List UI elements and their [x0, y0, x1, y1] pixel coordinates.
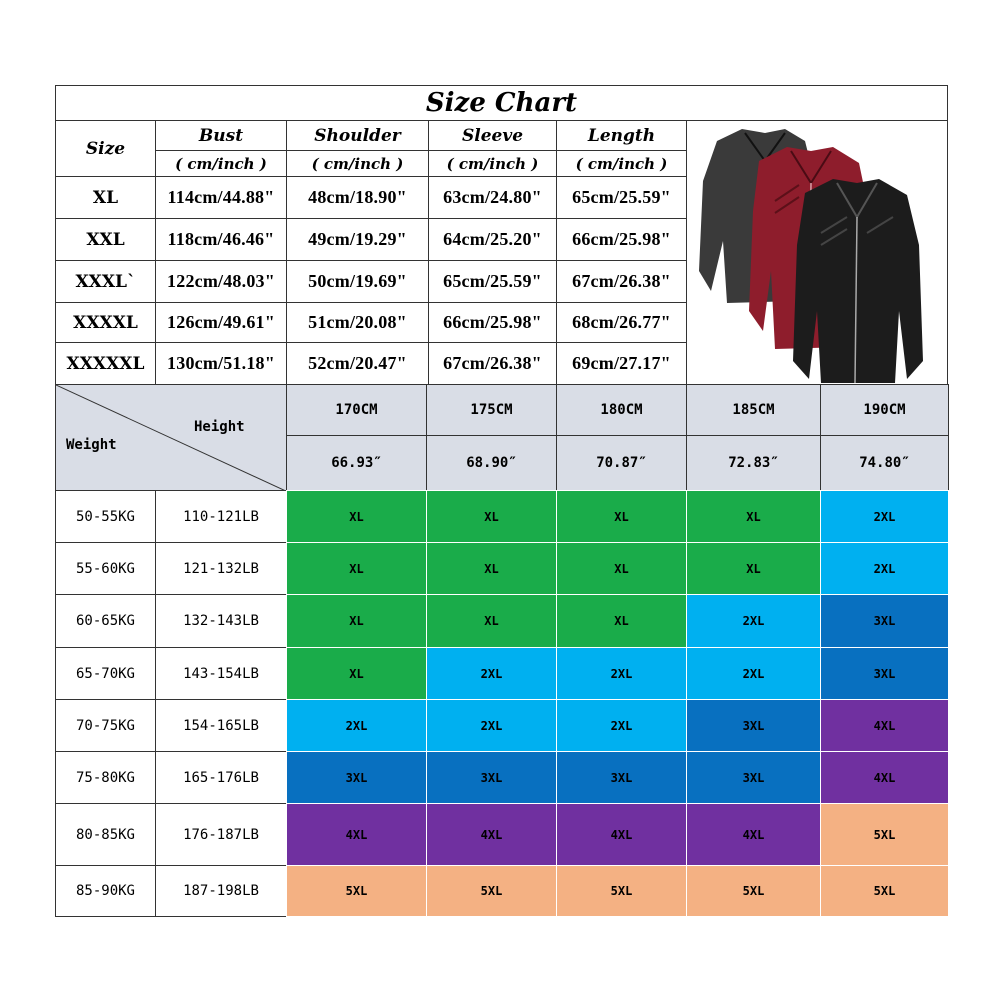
measure-value: 126cm/49.61"	[155, 302, 287, 343]
recommended-size: 3XL	[286, 751, 427, 804]
recommended-size: 4XL	[426, 803, 557, 866]
measure-col-header: Length	[556, 120, 687, 151]
weight-kg: 85-90KG	[55, 865, 156, 917]
recommended-size: XL	[426, 594, 557, 648]
weight-lb: 187-198LB	[155, 865, 287, 917]
recommended-size: XL	[426, 490, 557, 543]
recommended-size: 2XL	[820, 542, 949, 595]
recommended-size: 2XL	[426, 647, 557, 700]
measure-value: 48cm/18.90"	[286, 176, 429, 219]
weight-height-header	[55, 384, 287, 491]
weight-label: Weight	[66, 437, 117, 453]
height-in: 72.83″	[686, 435, 821, 491]
height-cm: 175CM	[426, 384, 557, 436]
measure-value: 65cm/25.59"	[556, 176, 687, 219]
recommended-size: 2XL	[426, 699, 557, 752]
height-cm: 170CM	[286, 384, 427, 436]
weight-kg: 80-85KG	[55, 803, 156, 866]
size-label: XXL	[55, 218, 156, 261]
recommended-size: 3XL	[426, 751, 557, 804]
measure-value: 68cm/26.77"	[556, 302, 687, 343]
measure-value: 52cm/20.47"	[286, 342, 429, 385]
size-header: Size	[55, 120, 156, 177]
height-in: 74.80″	[820, 435, 949, 491]
recommended-size: 5XL	[686, 865, 821, 917]
weight-lb: 165-176LB	[155, 751, 287, 804]
measure-col-header: Bust	[155, 120, 287, 151]
recommended-size: 2XL	[556, 699, 687, 752]
height-label: Height	[194, 419, 245, 435]
measure-col-unit: ( cm/inch )	[428, 150, 557, 177]
measure-col-unit: ( cm/inch )	[286, 150, 429, 177]
size-label: XXXL`	[55, 260, 156, 303]
weight-kg: 70-75KG	[55, 699, 156, 752]
recommended-size: XL	[286, 647, 427, 700]
recommended-size: 4XL	[820, 699, 949, 752]
size-label: XXXXXL	[55, 342, 156, 385]
recommended-size: 5XL	[820, 865, 949, 917]
weight-lb: 110-121LB	[155, 490, 287, 543]
measure-value: 114cm/44.88"	[155, 176, 287, 219]
recommended-size: 2XL	[556, 647, 687, 700]
jacket-illustration	[687, 121, 947, 384]
recommended-size: 5XL	[820, 803, 949, 866]
recommended-size: 5XL	[286, 865, 427, 917]
weight-kg: 50-55KG	[55, 490, 156, 543]
recommended-size: 4XL	[286, 803, 427, 866]
recommended-size: 3XL	[820, 647, 949, 700]
page-title: Size Chart	[55, 85, 948, 121]
measure-value: 67cm/26.38"	[428, 342, 557, 385]
measure-value: 64cm/25.20"	[428, 218, 557, 261]
measure-value: 130cm/51.18"	[155, 342, 287, 385]
recommended-size: 3XL	[686, 699, 821, 752]
size-label: XL	[55, 176, 156, 219]
weight-lb: 143-154LB	[155, 647, 287, 700]
weight-kg: 55-60KG	[55, 542, 156, 595]
recommended-size: XL	[286, 542, 427, 595]
measure-col-unit: ( cm/inch )	[155, 150, 287, 177]
weight-lb: 132-143LB	[155, 594, 287, 648]
weight-lb: 176-187LB	[155, 803, 287, 866]
measure-value: 63cm/24.80"	[428, 176, 557, 219]
recommended-size: 2XL	[286, 699, 427, 752]
recommended-size: XL	[686, 490, 821, 543]
height-cm: 190CM	[820, 384, 949, 436]
height-in: 66.93″	[286, 435, 427, 491]
weight-kg: 60-65KG	[55, 594, 156, 648]
recommended-size: 4XL	[556, 803, 687, 866]
recommended-size: XL	[686, 542, 821, 595]
jacket-black	[793, 179, 923, 383]
recommended-size: XL	[286, 490, 427, 543]
recommended-size: 4XL	[686, 803, 821, 866]
measure-value: 49cm/19.29"	[286, 218, 429, 261]
recommended-size: XL	[556, 594, 687, 648]
weight-lb: 121-132LB	[155, 542, 287, 595]
measure-value: 66cm/25.98"	[556, 218, 687, 261]
recommended-size: 3XL	[820, 594, 949, 648]
recommended-size: 2XL	[686, 594, 821, 648]
recommended-size: XL	[286, 594, 427, 648]
measure-value: 69cm/27.17"	[556, 342, 687, 385]
recommended-size: 3XL	[686, 751, 821, 804]
recommended-size: XL	[556, 542, 687, 595]
recommended-size: XL	[426, 542, 557, 595]
height-cm: 185CM	[686, 384, 821, 436]
size-chart	[55, 85, 948, 916]
measure-value: 66cm/25.98"	[428, 302, 557, 343]
measure-value: 50cm/19.69"	[286, 260, 429, 303]
measure-value: 67cm/26.38"	[556, 260, 687, 303]
weight-lb: 154-165LB	[155, 699, 287, 752]
recommended-size: 4XL	[820, 751, 949, 804]
measure-col-header: Sleeve	[428, 120, 557, 151]
recommended-size: XL	[556, 490, 687, 543]
weight-kg: 75-80KG	[55, 751, 156, 804]
measure-value: 51cm/20.08"	[286, 302, 429, 343]
recommended-size: 5XL	[426, 865, 557, 917]
measure-col-unit: ( cm/inch )	[556, 150, 687, 177]
leather-jackets-image	[686, 120, 948, 385]
measure-col-header: Shoulder	[286, 120, 429, 151]
height-in: 68.90″	[426, 435, 557, 491]
measure-value: 122cm/48.03"	[155, 260, 287, 303]
height-in: 70.87″	[556, 435, 687, 491]
recommended-size: 3XL	[556, 751, 687, 804]
recommended-size: 5XL	[556, 865, 687, 917]
measure-value: 65cm/25.59"	[428, 260, 557, 303]
weight-kg: 65-70KG	[55, 647, 156, 700]
size-label: XXXXL	[55, 302, 156, 343]
recommended-size: 2XL	[686, 647, 821, 700]
height-cm: 180CM	[556, 384, 687, 436]
measure-value: 118cm/46.46"	[155, 218, 287, 261]
recommended-size: 2XL	[820, 490, 949, 543]
